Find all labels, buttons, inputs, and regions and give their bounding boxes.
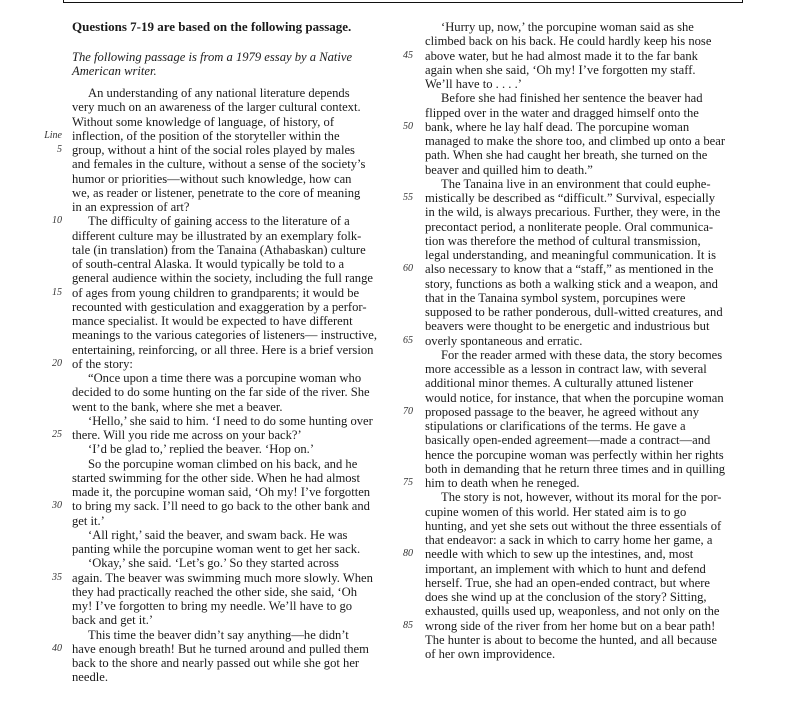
passage-line bbox=[72, 556, 377, 570]
passage-line-text: Before she had finished her sentence the beaver had bbox=[441, 91, 703, 106]
passage-line-text: stipulations or clarifications of the terms. He gave a bbox=[425, 419, 686, 433]
passage-line-text: started swimming for the other side. When he had almost bbox=[72, 470, 360, 485]
passage-line bbox=[425, 205, 725, 219]
passage-line bbox=[425, 448, 725, 462]
passage-line-text: back to the shore and nearly passed out while she got her bbox=[72, 656, 360, 670]
passage-line bbox=[425, 220, 725, 234]
passage-line-text: beavers were thought to be energetic and industrious but bbox=[425, 319, 710, 334]
passage-line bbox=[72, 514, 377, 528]
passage-line-text: needle. bbox=[72, 670, 109, 685]
passage-line-text: Without some knowledge of language, of history, of bbox=[72, 114, 335, 129]
passage-line-text: both in demanding that he return three times and in quilling bbox=[425, 461, 726, 476]
passage-line bbox=[72, 628, 377, 642]
passage-line-text: of ages from young children to grandparents; it would be bbox=[72, 285, 360, 300]
passage-line bbox=[425, 419, 725, 433]
line-number: 40 bbox=[52, 642, 62, 654]
passage-line-text: The story is not, however, without its moral for the por- bbox=[441, 490, 722, 505]
passage-line bbox=[52, 641, 377, 656]
passage-line bbox=[72, 585, 377, 599]
passage-line-text: ‘Hello,’ she said to him. ‘I need to do some hunting over bbox=[88, 413, 373, 428]
passage-line-text: beaver and quilled him to death.” bbox=[425, 162, 593, 177]
passage-line-text: mistically be described as “difficult.” Survival, especially bbox=[425, 191, 716, 205]
passage-line-text: needle with which to sew up the intestines, and, most bbox=[425, 547, 694, 562]
passage-line bbox=[425, 519, 725, 533]
passage-line bbox=[425, 633, 725, 647]
passage-line-text: For the reader armed with these data, the story becomes bbox=[441, 347, 723, 362]
passage-line bbox=[72, 385, 377, 399]
passage-line-text: and females in the culture, without a sense of the society’s bbox=[72, 157, 366, 172]
passage-line bbox=[425, 319, 725, 333]
passage-line bbox=[425, 505, 725, 519]
passage-line bbox=[425, 63, 725, 77]
passage-line bbox=[425, 391, 725, 405]
passage-line-text: “Once upon a time there was a porcupine woman who bbox=[88, 371, 362, 385]
passage-heading: Questions 7-19 are based on the following passage. bbox=[72, 19, 352, 34]
line-number: 45 bbox=[403, 49, 413, 61]
passage-line bbox=[72, 100, 377, 114]
passage-line bbox=[425, 562, 725, 576]
passage-line bbox=[52, 499, 377, 514]
passage-line bbox=[72, 243, 377, 257]
passage-line-text: This time the beaver didn’t say anything—he didn’t bbox=[88, 627, 349, 642]
passage-line bbox=[72, 599, 377, 613]
passage-line-text: him to death when he reneged. bbox=[425, 476, 580, 490]
passage-line-text: meanings to the various categories of listeners— instructive, bbox=[72, 328, 377, 343]
passage-line-text: would notice, for instance, that when the porcupine woman bbox=[425, 390, 724, 405]
passage-line-text: tion was therefore the method of cultural transmission, bbox=[425, 233, 701, 248]
passage-line bbox=[57, 143, 377, 157]
passage-line-text: back and get it.’ bbox=[72, 613, 154, 628]
passage-line-text: bank, where he lay half dead. The porcupine woman bbox=[425, 119, 690, 134]
passage-line-text: tale (in translation) from the Tanaina (Athabaskan) culture bbox=[72, 242, 366, 257]
passage-line-text: So the porcupine woman climbed on his back, and he bbox=[88, 456, 358, 471]
passage-line-text: does she wind up at the conclusion of the story? Sitting, bbox=[425, 590, 707, 604]
passage-line bbox=[72, 371, 377, 385]
line-number: 5 bbox=[57, 144, 62, 155]
line-number: 55 bbox=[403, 192, 413, 203]
passage-line bbox=[425, 533, 725, 547]
passage-line bbox=[72, 670, 377, 684]
passage-line-text: ‘All right,’ said the beaver, and swam back. He was bbox=[88, 527, 348, 542]
passage-line-text: legal understanding, and meaningful communication. It is bbox=[425, 248, 716, 262]
passage-line bbox=[403, 618, 725, 633]
line-number: 15 bbox=[52, 286, 62, 298]
passage-line bbox=[425, 248, 725, 262]
passage-line-text: The difficulty of gaining access to the literature of a bbox=[88, 214, 350, 229]
passage-line-text: that endeavor: a sack in which to carry home her game, a bbox=[425, 533, 713, 547]
passage-line-text: mance specialist. It would be expected to have different bbox=[72, 314, 353, 328]
line-number: 10 bbox=[52, 215, 62, 227]
passage-line-text: again. The beaver was swimming much more slowly. When bbox=[72, 570, 373, 585]
passage-line bbox=[72, 542, 377, 556]
passage-line-text: decided to do some hunting on the far side of the river. She bbox=[72, 385, 370, 400]
line-number: Line bbox=[44, 129, 62, 141]
passage-line-text: basically open-ended agreement—made a contract—and bbox=[425, 433, 711, 448]
passage-line-text: story, functions as both a walking stick and a weapon, and bbox=[425, 276, 718, 291]
passage-line bbox=[425, 34, 725, 48]
passage-line bbox=[425, 576, 725, 590]
passage-line-text: to bring my sack. I’ll need to go back to the other bank and bbox=[72, 499, 370, 514]
passage-line bbox=[52, 356, 377, 371]
passage-line bbox=[44, 128, 377, 143]
passage-line-text: ‘Okay,’ she said. ‘Let’s go.’ So they started across bbox=[88, 556, 339, 571]
passage-line bbox=[72, 442, 377, 456]
line-number: 75 bbox=[403, 477, 413, 488]
passage-line bbox=[52, 214, 377, 229]
passage-line bbox=[403, 191, 725, 205]
passage-line bbox=[425, 106, 725, 120]
line-number: 65 bbox=[403, 334, 413, 346]
line-number: 25 bbox=[52, 429, 62, 440]
passage-line-text: path. When she had caught her breath, she turned on the bbox=[425, 148, 708, 163]
passage-line bbox=[425, 234, 725, 248]
passage-line bbox=[52, 428, 377, 442]
passage-line bbox=[425, 91, 725, 105]
passage-line bbox=[72, 300, 377, 314]
line-number: 70 bbox=[403, 405, 413, 417]
passage-column-left bbox=[44, 86, 377, 685]
passage-line-text: managed to make the shore too, and climbed up onto a bear bbox=[425, 134, 726, 148]
passage-line-text: wrong side of the river from her home but on a bear path! bbox=[425, 618, 716, 633]
passage-line bbox=[403, 262, 725, 277]
passage-line bbox=[425, 462, 725, 476]
passage-line bbox=[52, 570, 377, 585]
passage-line bbox=[425, 305, 725, 319]
passage-line-text: made it, the porcupine woman said, ‘Oh my! I’ve forgotten bbox=[72, 485, 371, 499]
passage-line bbox=[425, 177, 725, 191]
passage-line bbox=[72, 86, 377, 100]
passage-line bbox=[425, 163, 725, 177]
passage-line-text: of the story: bbox=[72, 356, 133, 371]
passage-line bbox=[403, 404, 725, 419]
passage-line bbox=[72, 257, 377, 271]
passage-line-text: overly spontaneous and erratic. bbox=[425, 333, 583, 348]
passage-line-text: they had practically reached the other side, she said, ‘Oh bbox=[72, 584, 357, 599]
passage-line-text: inflection, of the position of the storyteller within the bbox=[72, 128, 340, 143]
passage-line-text: we, as reader or listener, penetrate to the core of meaning bbox=[72, 185, 361, 200]
passage-line bbox=[403, 119, 725, 134]
passage-line bbox=[425, 291, 725, 305]
passage-line bbox=[403, 476, 725, 490]
passage-line-text: my! I’ve forgotten to bring my needle. We’ll have to go bbox=[72, 599, 353, 613]
passage-line-text: very much on an awareness of the larger cultural context. bbox=[72, 100, 361, 115]
passage-line bbox=[52, 285, 377, 300]
passage-line-text: hunting, and yet she sets out without the three essentials of bbox=[425, 518, 722, 533]
passage-line-text: went to the bank, where she met a beaver. bbox=[72, 399, 283, 414]
passage-intro: The following passage is from a 1979 essay by a Native American writer. bbox=[72, 50, 353, 79]
passage-line-text: ‘I’d be glad to,’ replied the beaver. ‘Hop on.’ bbox=[88, 442, 315, 457]
passage-line bbox=[425, 433, 725, 447]
passage-line-text: supposed to be rather ponderous, dull-witted creatures, and bbox=[425, 305, 723, 319]
passage-line bbox=[72, 200, 377, 214]
passage-line bbox=[72, 613, 377, 627]
passage-line-text: get it.’ bbox=[72, 513, 105, 528]
passage-line bbox=[72, 400, 377, 414]
line-number: 20 bbox=[52, 357, 62, 369]
passage-line-text: herself. True, she had an open-ended contract, but where bbox=[425, 575, 711, 590]
line-number: 80 bbox=[403, 548, 413, 560]
line-number: 85 bbox=[403, 619, 413, 631]
passage-line bbox=[425, 20, 725, 34]
passage-line-text: again when she said, ‘Oh my! I’ve forgotten my staff. bbox=[425, 62, 696, 77]
passage-line-text: of her own improvidence. bbox=[425, 647, 556, 661]
passage-line bbox=[72, 314, 377, 328]
passage-line bbox=[425, 77, 725, 91]
passage-line bbox=[425, 362, 725, 376]
passage-line-text: exhausted, quills used up, weaponless, and not only on the bbox=[425, 604, 720, 619]
passage-line-text: proposed passage to the beaver, he agreed without any bbox=[425, 404, 700, 419]
passage-line-text: above water, but he had almost made it to the far bank bbox=[425, 48, 698, 63]
passage-line-text: The Tanaina live in an environment that could euphe- bbox=[441, 176, 711, 191]
passage-line bbox=[425, 490, 725, 504]
passage-line-text: in the wild, is always precarious. Further, they were, in the bbox=[425, 205, 721, 220]
passage-line-text: have enough breath! But he turned around and pulled them bbox=[72, 641, 369, 656]
passage-line bbox=[425, 590, 725, 604]
passage-line-text: general audience within the society, including the full range bbox=[72, 271, 373, 286]
passage-line bbox=[403, 547, 725, 562]
passage-line bbox=[72, 343, 377, 357]
passage-line-text: precontact period, a nonliterate people. Oral communica- bbox=[425, 219, 714, 234]
passage-line-text: group, without a hint of the social roles played by males bbox=[72, 143, 355, 157]
passage-line bbox=[72, 457, 377, 471]
passage-line-text: recounted with gesticulation and exaggeration by a perfor- bbox=[72, 299, 367, 314]
top-frame-border bbox=[63, 0, 743, 3]
passage-line bbox=[425, 376, 725, 390]
passage-line-text: there. Will you ride me across on your back?’ bbox=[72, 428, 302, 442]
passage-line bbox=[425, 277, 725, 291]
passage-line-text: also necessary to know that a “staff,” as mentioned in the bbox=[425, 262, 714, 277]
passage-line-text: flipped over in the water and dragged himself onto the bbox=[425, 105, 699, 120]
passage-line-text: additional minor themes. A culturally attuned listener bbox=[425, 376, 694, 391]
passage-line-text: more accessible as a lesson in contract law, with several bbox=[425, 362, 707, 376]
passage-line bbox=[72, 528, 377, 542]
passage-line bbox=[72, 229, 377, 243]
passage-line-text: hence the porcupine woman was perfectly within her rights bbox=[425, 447, 724, 462]
passage-line bbox=[72, 656, 377, 670]
passage-line-text: humor or priorities—without such knowledge, how can bbox=[72, 171, 352, 186]
passage-line bbox=[72, 172, 377, 186]
passage-line-text: We’ll have to . . . .’ bbox=[425, 77, 522, 91]
passage-line bbox=[403, 48, 725, 63]
passage-line-text: ‘Hurry up, now,’ the porcupine woman said as she bbox=[441, 20, 694, 34]
passage-line bbox=[72, 471, 377, 485]
passage-line-text: cupine women of this world. Her stated aim is to go bbox=[425, 504, 687, 519]
passage-line bbox=[72, 485, 377, 499]
line-number: 60 bbox=[403, 263, 413, 275]
passage-line-text: in an expression of art? bbox=[72, 200, 190, 214]
passage-column-right bbox=[403, 20, 726, 661]
passage-line-text: panting while the porcupine woman went to get her sack. bbox=[72, 542, 361, 556]
passage-line-text: entertaining, reinforcing, or all three. Here is a brief version bbox=[72, 342, 374, 357]
passage-line bbox=[425, 647, 725, 661]
line-number: 50 bbox=[403, 120, 413, 132]
passage-line bbox=[425, 348, 725, 362]
passage-line bbox=[72, 414, 377, 428]
passage-line bbox=[72, 328, 377, 342]
passage-line bbox=[72, 115, 377, 129]
passage-line-text: important, an implement with which to hunt and defend bbox=[425, 561, 706, 576]
passage-line bbox=[72, 157, 377, 171]
passage-line bbox=[425, 148, 725, 162]
passage-line-text: different culture may be illustrated by an exemplary folk- bbox=[72, 228, 362, 243]
passage-line-text: The hunter is about to become the hunted, and all because bbox=[425, 632, 718, 647]
line-number: 30 bbox=[52, 500, 62, 512]
passage-line bbox=[425, 604, 725, 618]
passage-line bbox=[72, 271, 377, 285]
passage-line bbox=[403, 333, 725, 348]
passage-line-text: that in the Tanaina symbol system, porcupines were bbox=[425, 290, 686, 305]
passage-line bbox=[72, 186, 377, 200]
line-number: 35 bbox=[52, 571, 62, 583]
passage-line-text: An understanding of any national literature depends bbox=[88, 86, 350, 100]
passage-line-text: climbed back on his back. He could hardly keep his nose bbox=[425, 34, 712, 49]
passage-line-text: of south-central Alaska. It would typically be told to a bbox=[72, 257, 345, 271]
passage-line bbox=[425, 134, 725, 148]
